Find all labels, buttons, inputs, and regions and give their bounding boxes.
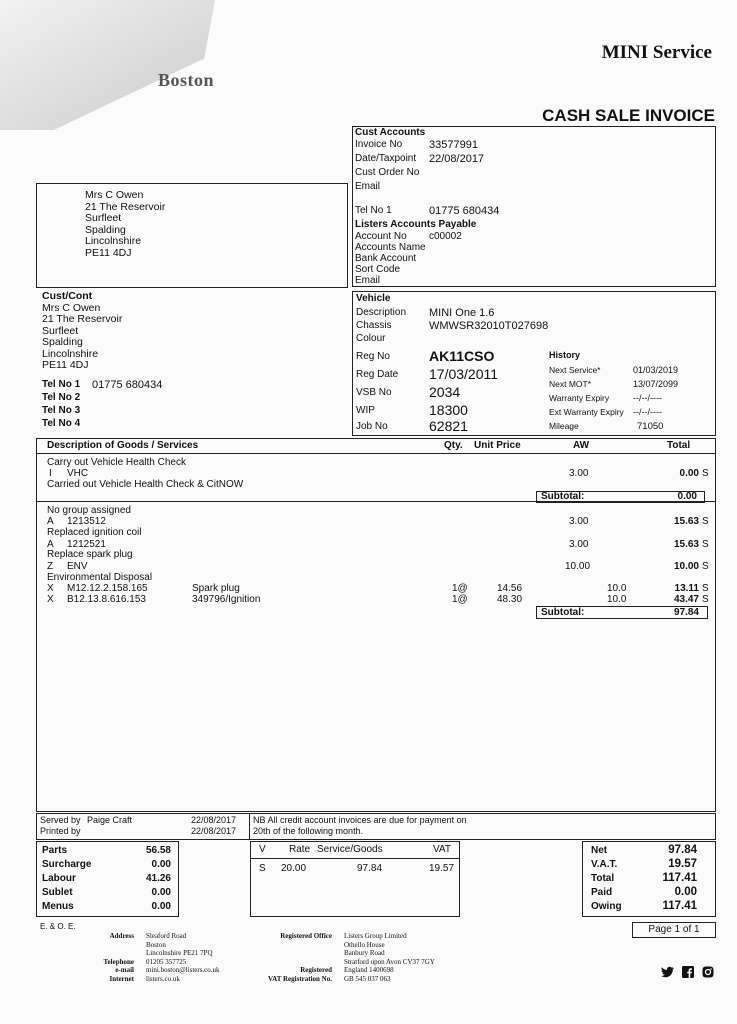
item-text: Carry out Vehicle Health Check — [47, 457, 186, 468]
email-label: Email — [355, 181, 381, 192]
vat-col-v: V — [259, 844, 266, 855]
address-line: Mrs C Owen — [85, 189, 144, 201]
tel4-label: Tel No 4 — [42, 418, 81, 429]
vehicle-box — [352, 291, 716, 436]
vat-label: V.A.T. — [591, 859, 618, 870]
reg-no-label: Reg No — [356, 351, 390, 362]
tel-label: Tel No 1 — [355, 205, 392, 216]
totals-right-box — [582, 841, 716, 917]
vat-col-vat: VAT — [433, 844, 451, 855]
ext-warranty-value: --/--/---- — [633, 407, 662, 417]
eoe-note: E. & O. E. — [40, 922, 76, 931]
vat-flag: S — [702, 561, 709, 572]
item-text: Replace spark plug — [47, 549, 133, 560]
item-text: Carried out Vehicle Health Check & CitNOW — [47, 479, 244, 490]
net-label: Net — [591, 845, 608, 856]
vat-code: S — [259, 863, 266, 874]
printed-label: Printed by — [40, 826, 81, 836]
subtotal-value: 0.00 — [677, 491, 697, 502]
email-label: e-mail — [115, 966, 134, 974]
menus-value: 0.00 — [151, 901, 171, 912]
subtotal-label: Subtotal: — [541, 607, 585, 618]
vsb-label: VSB No — [356, 387, 392, 398]
registered-office-label: Registered Office — [280, 932, 332, 940]
tel1-label: Tel No 1 — [42, 379, 81, 390]
item-code: X — [47, 594, 54, 605]
sublet-value: 0.00 — [151, 887, 171, 898]
payable-title: Listers Accounts Payable — [355, 219, 477, 230]
dealer-name: Boston — [158, 70, 215, 90]
item-desc: 349796/Ignition — [192, 594, 261, 605]
customer-line: Lincolnshire — [42, 347, 99, 360]
email2-label: Email — [355, 275, 381, 286]
tel2-label: Tel No 2 — [42, 392, 81, 403]
cust-cont-title: Cust/Cont — [42, 290, 93, 302]
footer-address-line: Lincolnshire PE21 7PQ — [146, 949, 213, 957]
parts-value: 56.58 — [145, 845, 171, 856]
account-no: c00002 — [429, 231, 462, 242]
page-indicator: Page 1 of 1 — [632, 922, 716, 938]
address-line: 21 The Reservoir — [85, 200, 166, 213]
owing-label: Owing — [591, 901, 622, 912]
item-part: 1213512 — [67, 516, 106, 527]
labour-value: 41.26 — [145, 873, 171, 884]
item-aw: 10.0 — [607, 583, 627, 594]
accounts-name-label: Accounts Name — [355, 242, 426, 253]
vat-header-rule — [251, 858, 459, 859]
registered-office-line: Listers Group Limited — [344, 932, 407, 940]
subtotal-value: 97.84 — [673, 607, 699, 618]
item-code: A — [47, 539, 54, 550]
document-title: CASH SALE INVOICE — [542, 106, 715, 125]
item-qty: 1@ — [452, 583, 468, 594]
customer-line: Mrs C Owen — [42, 301, 101, 314]
item-aw: 10.00 — [565, 561, 591, 572]
next-service: 01/03/2019 — [633, 365, 679, 375]
folded-corner — [0, 0, 215, 130]
item-total: 0.00 — [679, 468, 699, 479]
vehicle-description: MINI One 1.6 — [429, 307, 495, 319]
vehicle-title: Vehicle — [356, 293, 391, 304]
invoice-date: 22/08/2017 — [429, 153, 485, 165]
vat-table-box — [250, 841, 460, 917]
vat-rate: 20.00 — [281, 863, 307, 874]
description-label: Description — [356, 307, 407, 318]
served-label: Served by — [40, 815, 81, 825]
history-title: History — [549, 350, 581, 360]
printed-date: 22/08/2017 — [191, 826, 237, 836]
vat-flag: S — [702, 468, 709, 479]
vat-flag: S — [702, 539, 709, 550]
next-mot-label: Next MOT* — [549, 379, 592, 389]
address-label: Address — [109, 932, 134, 940]
account-no-label: Account No — [355, 231, 407, 242]
vat-service-goods: 97.84 — [357, 863, 383, 874]
twitter-icon — [661, 966, 674, 981]
menus-label: Menus — [42, 901, 74, 912]
paid-value: 0.00 — [674, 886, 697, 898]
item-part: B12.13.8.616.153 — [67, 594, 146, 605]
parts-label: Parts — [42, 845, 68, 856]
labour-label: Labour — [42, 873, 76, 884]
vat-registration-label: VAT Registration No. — [268, 974, 332, 983]
registered-label: Registered — [300, 966, 332, 974]
item-part: VHC — [67, 468, 89, 479]
brand-title: MINI Service — [601, 42, 712, 63]
col-aw: AW — [573, 440, 590, 451]
address-line: PE11 4DJ — [85, 246, 132, 259]
surcharge-label: Surcharge — [42, 859, 92, 870]
tel-value: 01775 680434 — [429, 205, 500, 217]
vat-flag: S — [702, 516, 709, 527]
colour-label: Colour — [356, 333, 386, 344]
item-desc: Spark plug — [192, 583, 240, 594]
customer-line: Surfleet — [42, 324, 79, 337]
ext-warranty-label: Ext Warranty Expiry — [549, 407, 624, 417]
tel1-value: 01775 680434 — [92, 379, 163, 391]
item-code: Z — [47, 561, 54, 572]
vat-total-value: 19.57 — [668, 858, 697, 870]
item-text: Environmental Disposal — [47, 572, 153, 583]
address-line: Spalding — [85, 223, 126, 236]
total-value: 117.41 — [662, 872, 697, 884]
item-aw: 3.00 — [569, 468, 589, 479]
footer-address-line: Sleaford Road — [146, 932, 187, 940]
subtotal-box-2 — [536, 606, 708, 619]
vat-flag: S — [702, 594, 709, 605]
surcharge-value: 0.00 — [151, 859, 171, 870]
item-total: 43.47 — [673, 594, 699, 605]
registered-office-line: Stratford upon Avon CV37 7GY — [344, 957, 435, 966]
chassis-value: WMWSR32010T027698 — [429, 320, 549, 332]
job-label: Job No — [356, 421, 388, 432]
date-label: Date/Taxpoint — [355, 153, 417, 164]
registered-office — [344, 932, 435, 983]
reg-date-label: Reg Date — [356, 369, 399, 380]
billing-address-box — [36, 183, 348, 288]
sublet-label: Sublet — [42, 887, 73, 898]
item-total: 15.63 — [673, 516, 699, 527]
mileage-label: Mileage — [549, 421, 579, 431]
wip-value: 18300 — [429, 402, 468, 418]
footer-address-line: Boston — [146, 940, 166, 949]
totals-left-box — [36, 841, 179, 917]
subtotal-box-1 — [536, 491, 705, 503]
vsb-value: 2034 — [429, 384, 461, 400]
item-code: I — [49, 468, 52, 479]
footer-internet: listers.co.uk — [146, 974, 180, 983]
billing-address — [85, 190, 165, 259]
paid-label: Paid — [591, 887, 613, 898]
subtotal-label: Subtotal: — [541, 491, 585, 502]
invoice-no-label: Invoice No — [355, 139, 403, 150]
wip-label: WIP — [356, 405, 375, 416]
bank-account-label: Bank Account — [355, 253, 417, 264]
cust-order-label: Cust Order No — [355, 167, 420, 178]
footer-telephone: 01205 357725 — [146, 957, 187, 966]
col-qty: Qty. — [444, 440, 463, 451]
warranty-label: Warranty Expiry — [549, 393, 610, 403]
mileage-value: 71050 — [637, 421, 664, 432]
item-total: 15.63 — [673, 539, 699, 550]
customer-line: PE11 4DJ — [42, 359, 89, 371]
registered-office-line: Othello House — [344, 940, 385, 949]
account-box — [352, 126, 716, 287]
warranty-value: --/--/---- — [633, 393, 662, 403]
customer-line: 21 The Reservoir — [42, 313, 123, 325]
item-code: X — [47, 583, 54, 594]
item-text: No group assigned — [47, 505, 131, 516]
served-by: Paige Craft — [87, 815, 133, 825]
payment-note: NB All credit account invoices are due for payment on 20th of the following month. — [253, 815, 467, 836]
footer-email: mini.boston@listers.co.uk — [146, 966, 220, 974]
col-description: Description of Goods / Services — [47, 440, 199, 451]
registered-office-line: Banbury Road — [344, 949, 385, 957]
reg-date: 17/03/2011 — [429, 366, 499, 382]
item-text: Replaced ignition coil — [47, 527, 142, 538]
address-line: Lincolnshire — [85, 235, 142, 247]
next-service-label: Next Service* — [549, 365, 601, 375]
job-value: 62821 — [429, 418, 468, 434]
tel3-label: Tel No 3 — [42, 405, 81, 416]
item-aw: 3.00 — [569, 539, 589, 550]
items-box — [36, 438, 716, 812]
vat-amount: 19.57 — [429, 863, 455, 874]
invoice-no: 33577991 — [429, 139, 478, 151]
next-mot: 13/07/2099 — [633, 379, 679, 389]
footer-address — [146, 932, 220, 983]
item-aw: 10.0 — [607, 594, 627, 605]
telephone-label: Telephone — [103, 957, 134, 966]
address-line: Surfleet — [85, 212, 122, 224]
chassis-label: Chassis — [356, 320, 392, 331]
sort-code-label: Sort Code — [355, 264, 401, 275]
item-aw: 3.00 — [569, 516, 589, 527]
item-total: 10.00 — [673, 561, 699, 572]
item-qty: 1@ — [452, 594, 468, 605]
item-part: 1212521 — [67, 539, 106, 550]
facebook-icon — [682, 966, 694, 981]
internet-label: Internet — [109, 974, 134, 983]
total-label: Total — [591, 873, 615, 884]
registered-number: England 1400698 — [344, 966, 394, 974]
item-total: 13.11 — [674, 583, 699, 594]
item-part: ENV — [67, 561, 88, 572]
customer-line: Spalding — [42, 336, 83, 348]
net-value: 97.84 — [668, 844, 697, 856]
account-title: Cust Accounts — [355, 127, 426, 138]
served-divider — [249, 814, 250, 839]
vat-col-rate: Rate — [289, 844, 311, 855]
reg-no: AK11CSO — [429, 348, 495, 364]
owing-value: 117.41 — [662, 900, 697, 912]
item-part: M12.12.2.158.165 — [67, 583, 148, 594]
items-header-rule — [37, 453, 715, 454]
item-price: 14.56 — [497, 583, 523, 594]
served-date: 22/08/2017 — [191, 815, 237, 825]
col-unit-price: Unit Price — [474, 440, 521, 451]
vat-registration-number: GB 545 037 063 — [344, 974, 391, 983]
item-code: A — [47, 516, 54, 527]
instagram-icon — [702, 966, 714, 981]
vat-flag: S — [702, 583, 709, 594]
served-box — [36, 813, 716, 840]
item-price: 48.30 — [497, 594, 523, 605]
col-total: Total — [667, 440, 691, 451]
vat-col-service-goods: Service/Goods — [317, 844, 383, 855]
customer-contact — [42, 291, 122, 372]
